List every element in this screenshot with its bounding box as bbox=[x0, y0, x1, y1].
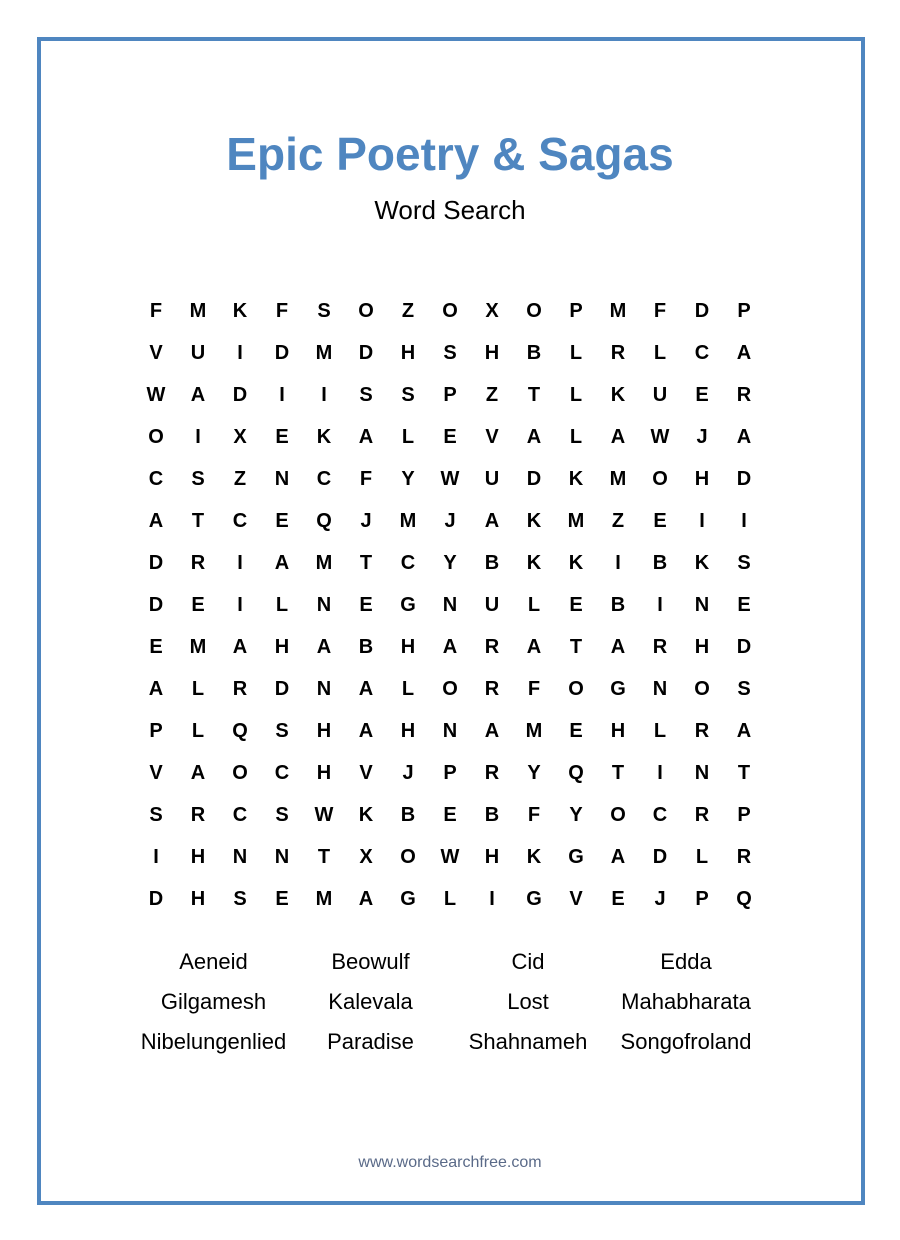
grid-letter: E bbox=[275, 425, 289, 448]
grid-letter: I bbox=[741, 509, 747, 532]
grid-letter: A bbox=[190, 761, 206, 784]
grid-letter: A bbox=[484, 509, 500, 532]
grid-letter: A bbox=[190, 383, 206, 406]
grid-letter: A bbox=[736, 341, 752, 364]
grid-letter: N bbox=[274, 845, 290, 868]
grid-letter: U bbox=[190, 341, 206, 364]
grid-letter: I bbox=[153, 845, 159, 868]
grid-letter: T bbox=[737, 761, 751, 784]
grid-letter: O bbox=[400, 845, 416, 868]
grid-letter: M bbox=[315, 887, 333, 910]
grid-letter: P bbox=[149, 719, 163, 742]
grid-letter: S bbox=[233, 887, 247, 910]
grid-letter: A bbox=[358, 677, 374, 700]
grid-letter: S bbox=[401, 383, 415, 406]
grid-letter: H bbox=[190, 887, 206, 910]
word-list-item: Songofroland bbox=[620, 1029, 752, 1054]
grid-letter: M bbox=[189, 635, 207, 658]
grid-letter: W bbox=[650, 425, 670, 448]
grid-letter: G bbox=[400, 593, 416, 616]
grid-letter: A bbox=[358, 887, 374, 910]
grid-letter: M bbox=[315, 551, 333, 574]
grid-letter: O bbox=[694, 677, 710, 700]
grid-letter: S bbox=[275, 719, 289, 742]
grid-letter: O bbox=[526, 299, 542, 322]
word-list-item: Mahabharata bbox=[621, 989, 751, 1014]
grid-letter: N bbox=[694, 761, 710, 784]
grid-letter: V bbox=[485, 425, 499, 448]
grid-letter: R bbox=[484, 677, 500, 700]
grid-letter: Y bbox=[443, 551, 457, 574]
grid-letter: L bbox=[191, 677, 205, 700]
grid-letter: H bbox=[316, 719, 332, 742]
grid-letter: B bbox=[484, 803, 500, 826]
grid-letter: A bbox=[148, 677, 164, 700]
grid-letter: P bbox=[737, 299, 751, 322]
grid-letter: R bbox=[484, 761, 500, 784]
grid-letter: N bbox=[694, 593, 710, 616]
grid-letter: E bbox=[359, 593, 373, 616]
grid-letter: H bbox=[274, 635, 290, 658]
grid-letter: P bbox=[737, 803, 751, 826]
grid-letter: Y bbox=[527, 761, 541, 784]
grid-letter: D bbox=[232, 383, 248, 406]
grid-letter: R bbox=[610, 341, 626, 364]
word-list-item: Paradise bbox=[327, 1029, 414, 1054]
grid-letter: D bbox=[274, 677, 290, 700]
grid-letter: A bbox=[148, 509, 164, 532]
grid-letter: D bbox=[148, 593, 164, 616]
word-list-item: Edda bbox=[660, 949, 712, 974]
grid-letter: I bbox=[615, 551, 621, 574]
grid-letter: B bbox=[610, 593, 626, 616]
grid-letter: I bbox=[657, 761, 663, 784]
grid-letter: L bbox=[653, 341, 667, 364]
grid-letter: O bbox=[232, 761, 248, 784]
grid-letter: R bbox=[190, 551, 206, 574]
grid-letter: G bbox=[610, 677, 626, 700]
grid-letter: V bbox=[359, 761, 373, 784]
grid-letter: I bbox=[489, 887, 495, 910]
grid-letter: C bbox=[652, 803, 668, 826]
grid-letter: D bbox=[736, 635, 752, 658]
grid-letter: D bbox=[694, 299, 710, 322]
grid-letter: C bbox=[400, 551, 416, 574]
grid-letter: R bbox=[736, 845, 752, 868]
grid-letter: E bbox=[191, 593, 205, 616]
grid-letter: Z bbox=[611, 509, 625, 532]
grid-letter: W bbox=[440, 845, 460, 868]
grid-letter: I bbox=[237, 551, 243, 574]
grid-letter: R bbox=[484, 635, 500, 658]
grid-letter: N bbox=[274, 467, 290, 490]
grid-letter: K bbox=[526, 845, 542, 868]
grid-letter: A bbox=[526, 425, 542, 448]
grid-letter: L bbox=[527, 593, 541, 616]
grid-letter: M bbox=[189, 299, 207, 322]
grid-letter: U bbox=[484, 593, 500, 616]
grid-letter: X bbox=[485, 299, 499, 322]
grid-letter: A bbox=[736, 719, 752, 742]
grid-letter: I bbox=[657, 593, 663, 616]
grid-letter: Q bbox=[568, 761, 584, 784]
grid-letter: Q bbox=[232, 719, 248, 742]
grid-letter: E bbox=[569, 593, 583, 616]
grid-letter: X bbox=[359, 845, 373, 868]
word-list-item: Aeneid bbox=[179, 949, 248, 974]
grid-letter: M bbox=[525, 719, 543, 742]
grid-letter: D bbox=[274, 341, 290, 364]
grid-letter: D bbox=[148, 887, 164, 910]
grid-letter: C bbox=[232, 803, 248, 826]
grid-letter: D bbox=[652, 845, 668, 868]
grid-letter: K bbox=[316, 425, 332, 448]
grid-letter: H bbox=[484, 341, 500, 364]
grid-letter: O bbox=[442, 677, 458, 700]
word-list bbox=[135, 942, 765, 1062]
word-list-item: Lost bbox=[507, 989, 549, 1014]
grid-letter: A bbox=[526, 635, 542, 658]
grid-letter: A bbox=[358, 425, 374, 448]
grid-letter: H bbox=[484, 845, 500, 868]
grid-letter: F bbox=[527, 803, 541, 826]
grid-letter: I bbox=[237, 341, 243, 364]
grid-letter: S bbox=[191, 467, 205, 490]
grid-letter: H bbox=[400, 635, 416, 658]
grid-letter: Y bbox=[569, 803, 583, 826]
grid-letter: Z bbox=[485, 383, 499, 406]
grid-letter: J bbox=[444, 509, 456, 532]
grid-letter: B bbox=[400, 803, 416, 826]
grid-letter: K bbox=[358, 803, 374, 826]
word-list-item: Beowulf bbox=[331, 949, 410, 974]
grid-letter: M bbox=[315, 341, 333, 364]
grid-letter: K bbox=[610, 383, 626, 406]
grid-letter: U bbox=[484, 467, 500, 490]
grid-letter: H bbox=[610, 719, 626, 742]
word-list-item: Cid bbox=[511, 949, 545, 974]
grid-letter: O bbox=[610, 803, 626, 826]
grid-letter: T bbox=[569, 635, 583, 658]
grid-letter: E bbox=[443, 425, 457, 448]
grid-letter: T bbox=[191, 509, 205, 532]
grid-letter: T bbox=[317, 845, 331, 868]
grid-letter: L bbox=[191, 719, 205, 742]
grid-letter: W bbox=[440, 467, 460, 490]
grid-letter: L bbox=[569, 341, 583, 364]
grid-letter: N bbox=[442, 719, 458, 742]
grid-letter: J bbox=[402, 761, 414, 784]
grid-letter: P bbox=[443, 383, 457, 406]
grid-letter: R bbox=[694, 719, 710, 742]
grid-letter: L bbox=[569, 383, 583, 406]
grid-letter: E bbox=[611, 887, 625, 910]
grid-letter: B bbox=[484, 551, 500, 574]
grid-letter: N bbox=[652, 677, 668, 700]
grid-letter: P bbox=[443, 761, 457, 784]
grid-letter: R bbox=[694, 803, 710, 826]
grid-letter: I bbox=[321, 383, 327, 406]
grid-letter: G bbox=[400, 887, 416, 910]
grid-letter: L bbox=[443, 887, 457, 910]
grid-letter: D bbox=[358, 341, 374, 364]
grid-letter: C bbox=[232, 509, 248, 532]
grid-letter: L bbox=[275, 593, 289, 616]
word-list-item: Gilgamesh bbox=[160, 989, 267, 1014]
grid-letter: A bbox=[736, 425, 752, 448]
grid-letter: A bbox=[610, 845, 626, 868]
grid-letter: I bbox=[699, 509, 705, 532]
grid-letter: K bbox=[526, 551, 542, 574]
grid-letter: Z bbox=[233, 467, 247, 490]
grid-letter: N bbox=[232, 845, 248, 868]
grid-letter: O bbox=[442, 299, 458, 322]
grid-letter: J bbox=[696, 425, 708, 448]
grid-letter: V bbox=[149, 341, 163, 364]
grid-letter: E bbox=[275, 509, 289, 532]
grid-letter: L bbox=[695, 845, 709, 868]
grid-letter: O bbox=[652, 467, 668, 490]
grid-letter: Y bbox=[401, 467, 415, 490]
grid-letter: G bbox=[568, 845, 584, 868]
grid-letter: A bbox=[484, 719, 500, 742]
grid-letter: P bbox=[695, 887, 709, 910]
grid-letter: R bbox=[232, 677, 248, 700]
page-subtitle: Word Search bbox=[374, 195, 526, 225]
grid-letter: J bbox=[654, 887, 666, 910]
grid-letter: E bbox=[695, 383, 709, 406]
grid-letter: O bbox=[148, 425, 164, 448]
grid-letter: T bbox=[611, 761, 625, 784]
grid-letter: T bbox=[359, 551, 373, 574]
grid-letter: M bbox=[609, 467, 627, 490]
grid-letter: C bbox=[148, 467, 164, 490]
grid-letter: F bbox=[653, 299, 667, 322]
grid-letter: K bbox=[568, 551, 584, 574]
grid-letter: E bbox=[149, 635, 163, 658]
grid-letter: A bbox=[610, 635, 626, 658]
grid-letter: A bbox=[442, 635, 458, 658]
grid-letter: O bbox=[358, 299, 374, 322]
grid-letter: F bbox=[359, 467, 373, 490]
grid-letter: K bbox=[694, 551, 710, 574]
grid-letter: U bbox=[652, 383, 668, 406]
grid-letter: F bbox=[149, 299, 163, 322]
word-list-item: Nibelungenlied bbox=[140, 1029, 287, 1054]
grid-letter: K bbox=[568, 467, 584, 490]
grid-letter: T bbox=[527, 383, 541, 406]
grid-letter: S bbox=[275, 803, 289, 826]
grid-letter: B bbox=[358, 635, 374, 658]
grid-letter: B bbox=[526, 341, 542, 364]
grid-letter: Q bbox=[736, 887, 752, 910]
grid-letter: I bbox=[279, 383, 285, 406]
grid-letter: E bbox=[653, 509, 667, 532]
grid-letter: K bbox=[526, 509, 542, 532]
grid-letter: D bbox=[148, 551, 164, 574]
footer-url: www.wordsearchfree.com bbox=[358, 1154, 542, 1171]
grid-letter: M bbox=[567, 509, 585, 532]
grid-letter: S bbox=[359, 383, 373, 406]
grid-letter: R bbox=[652, 635, 668, 658]
word-list-item: Kalevala bbox=[328, 989, 413, 1014]
grid-letter: D bbox=[736, 467, 752, 490]
grid-letter: C bbox=[316, 467, 332, 490]
grid-letter: C bbox=[274, 761, 290, 784]
grid-letter: N bbox=[316, 593, 332, 616]
grid-letter: H bbox=[694, 467, 710, 490]
grid-letter: M bbox=[609, 299, 627, 322]
grid-letter: E bbox=[443, 803, 457, 826]
grid-letter: A bbox=[358, 719, 374, 742]
letter-grid bbox=[135, 290, 765, 920]
grid-letter: N bbox=[442, 593, 458, 616]
grid-letter: F bbox=[527, 677, 541, 700]
grid-letter: L bbox=[401, 677, 415, 700]
grid-letter: S bbox=[737, 551, 751, 574]
grid-letter: F bbox=[275, 299, 289, 322]
grid-letter: I bbox=[195, 425, 201, 448]
grid-letter: R bbox=[736, 383, 752, 406]
grid-letter: E bbox=[737, 593, 751, 616]
grid-letter: H bbox=[400, 341, 416, 364]
grid-letter: Q bbox=[316, 509, 332, 532]
grid-letter: N bbox=[316, 677, 332, 700]
grid-letter: L bbox=[653, 719, 667, 742]
word-list-item: Shahnameh bbox=[468, 1029, 588, 1054]
grid-letter: L bbox=[401, 425, 415, 448]
grid-letter: B bbox=[652, 551, 668, 574]
grid-letter: H bbox=[400, 719, 416, 742]
grid-letter: H bbox=[694, 635, 710, 658]
grid-letter: P bbox=[569, 299, 583, 322]
grid-letter: S bbox=[737, 677, 751, 700]
grid-letter: D bbox=[526, 467, 542, 490]
grid-letter: V bbox=[149, 761, 163, 784]
grid-letter: H bbox=[316, 761, 332, 784]
grid-letter: A bbox=[274, 551, 290, 574]
page-title: Epic Poetry & Sagas bbox=[226, 128, 674, 180]
grid-letter: H bbox=[190, 845, 206, 868]
grid-letter: M bbox=[399, 509, 417, 532]
grid-letter: O bbox=[568, 677, 584, 700]
grid-letter: A bbox=[316, 635, 332, 658]
grid-letter: S bbox=[317, 299, 331, 322]
grid-letter: E bbox=[275, 887, 289, 910]
grid-letter: C bbox=[694, 341, 710, 364]
grid-letter: E bbox=[569, 719, 583, 742]
grid-letter: K bbox=[232, 299, 248, 322]
grid-letter: I bbox=[237, 593, 243, 616]
grid-letter: Z bbox=[401, 299, 415, 322]
grid-letter: S bbox=[149, 803, 163, 826]
grid-letter: W bbox=[146, 383, 166, 406]
grid-letter: A bbox=[610, 425, 626, 448]
grid-letter: S bbox=[443, 341, 457, 364]
grid-letter: J bbox=[360, 509, 372, 532]
grid-letter: W bbox=[314, 803, 334, 826]
grid-letter: R bbox=[190, 803, 206, 826]
grid-letter: G bbox=[526, 887, 542, 910]
grid-letter: L bbox=[569, 425, 583, 448]
grid-letter: A bbox=[232, 635, 248, 658]
grid-letter: X bbox=[233, 425, 247, 448]
grid-letter: V bbox=[569, 887, 583, 910]
